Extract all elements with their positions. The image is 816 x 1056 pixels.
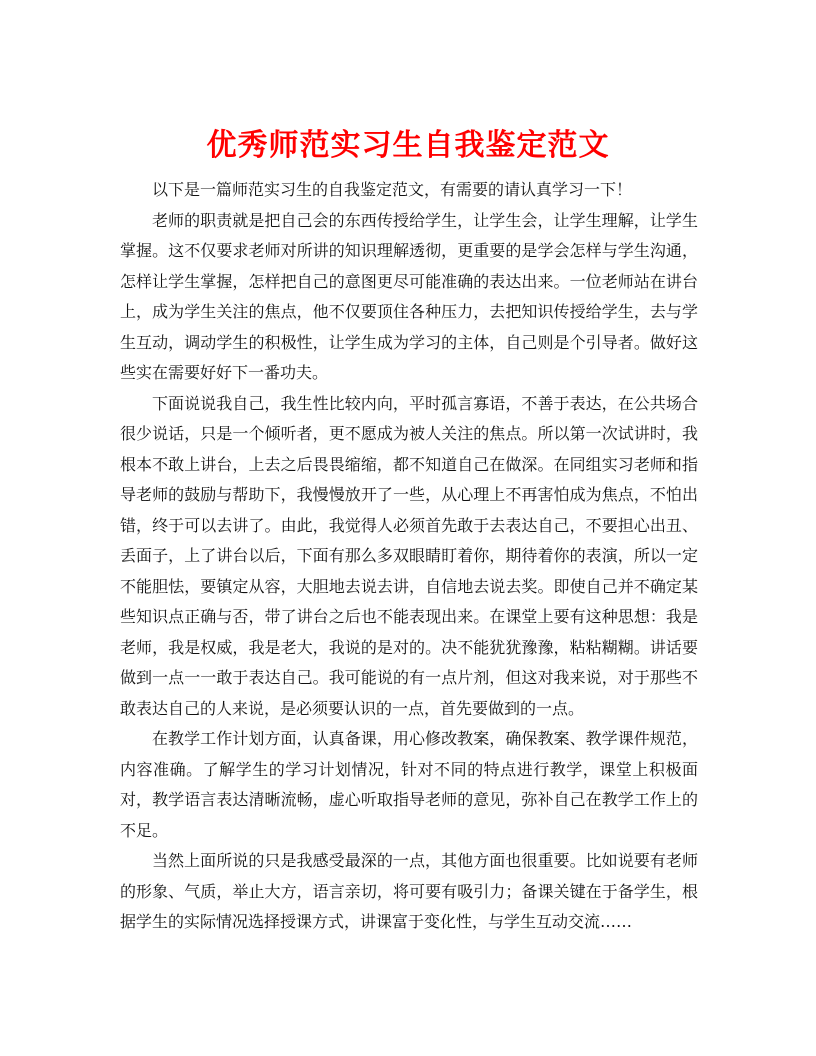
document-title: 优秀师范实习生自我鉴定范文 — [206, 128, 610, 164]
document-body — [120, 175, 698, 938]
paragraph-teaching-plan: 在教学工作计划方面，认真备课，用心修改教案，确保教案、教学课件规范，内容准确。了解学生的学习计划情况，针对不同的特点进行教学，课堂上积极面对，教学语言表达清晰流畅，虚心听取指导老师的意见，弥补自己在教学工作上的不足。 — [120, 729, 698, 840]
paragraph-intro: 以下是一篇师范实习生的自我鉴定范文，有需要的请认真学习一下！ — [152, 180, 633, 199]
paragraph-conclusion: 当然上面所说的只是我感受最深的一点，其他方面也很重要。比如说要有老师的形象、气质，举止大方，语言亲切，将可要有吸引力；备课关键在于备学生，根据学生的实际情况选择授课方式，讲课富于变化性，与学生互动交流…… — [120, 851, 698, 931]
paragraph-self-reflection: 下面说说我自己，我生性比较内向，平时孤言寡语，不善于表达，在公共场合很少说话，只是一个倾听者，更不愿成为被人关注的焦点。所以第一次试讲时，我根本不敢上讲台，上去之后畏畏缩缩，都不知道自己在做深。在同组实习老师和指导老师的鼓励与帮助下，我慢慢放开了一些，从心理上不再害怕成为焦点，不怕出错，终于可以去讲了。由此，我觉得人必须首先敢于去表达自己，不要担心出丑、丢面子，上了讲台以后，下面有那么多双眼睛盯着你，期待着你的表演，所以一定不能胆怯，要镇定从容，大胆地去说去讲，自信地去说去奖。即使自己并不确定某些知识点正确与否，带了讲台之后也不能表现出来。在课堂上要有这种思想：我是老师，我是权威，我是老大，我说的是对的。决不能犹犹豫豫，粘粘糊糊。讲话要做到一点一一敢于表达自己。我可能说的有一点片剂，但这对我来说，对于那些不敢表达自己的人来说，是必须要认识的一点，首先要做到的一点。 — [120, 393, 698, 718]
paragraph-teacher-duty: 老师的职责就是把自己会的东西传授给学生，让学生会，让学生理解，让学生掌握。这不仅要求老师对所讲的知识理解透彻，更重要的是学会怎样与学生沟通，怎样让学生掌握，怎样把自己的意图更尽可能准确的表达出来。一位老师站在讲台上，成为学生关注的焦点，他不仅要顶住各种压力，去把知识传授给学生，去与学生互动，调动学生的积极性，让学生成为学习的主体，自己则是个引导者。做好这些实在需要好好下一番功夫。 — [120, 210, 698, 382]
